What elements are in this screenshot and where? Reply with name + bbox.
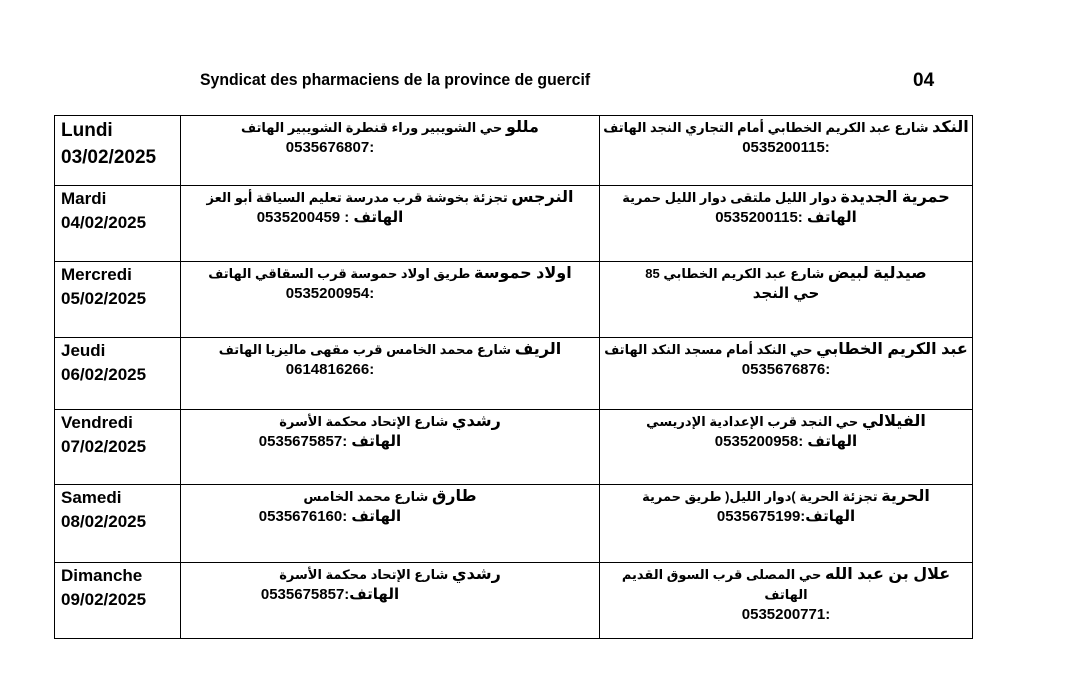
day-date: 04/02/2025 [61,213,147,232]
pharmacy-phone: 0535200958: الهاتف [714,433,858,450]
pharmacy-address: حي المصلى قرب السوق القديم الهاتف [621,567,822,602]
pharmacy-address: تجزئة الحرية )دوار الليل( طريق حمرية [642,489,878,504]
pharmacy-cell [600,262,973,338]
day-date: 07/02/2025 [61,437,147,456]
pharmacy-name: رشدي [451,413,501,430]
pharmacy-cell [181,338,600,410]
pharmacy-cell [600,410,973,485]
day-name: Mardi [61,189,107,208]
day-cell [55,262,181,338]
day-name: Mercredi [61,265,132,284]
pharmacy-address: دوار الليل ملتقى دوار الليل حمرية [622,190,837,205]
pharmacy-phone: 0535200459 : الهاتف [256,209,404,226]
pharmacy-address: طريق اولاد حموسة قرب السقاقي الهاتف [208,266,471,281]
pharmacy-phone: 0535676160: الهاتف [258,508,402,525]
table-row [55,410,973,485]
pharmacy-name: طارق [431,488,477,505]
day-name: Dimanche [61,566,143,585]
table-row [55,563,973,639]
pharmacy-name: رشدي [451,566,501,583]
pharmacy-cell [181,410,600,485]
pharmacy-cell [181,116,600,186]
page-title: Syndicat des pharmaciens de la province de guercif [200,70,591,89]
day-date: 09/02/2025 [61,590,147,609]
table-row [55,262,973,338]
pharmacy-name: النرجس [511,189,574,206]
pharmacy-name: الحرية [881,488,930,505]
pharmacy-duty-table [54,115,973,639]
pharmacy-phone: 0535200115: [742,139,830,156]
pharmacy-phone: 0535200954: [285,285,375,302]
pharmacy-address: شارع الإتحاد محكمة الأسرة [279,414,449,429]
day-cell [55,186,181,262]
day-name: Jeudi [61,341,106,360]
day-cell [55,563,181,639]
pharmacy-name: اولاد حموسة [473,265,572,282]
day-cell [55,338,181,410]
pharmacy-address: تجزئة بخوشة قرب مدرسة تعليم السياقة أبو العز [206,190,508,205]
pharmacy-cell [181,262,600,338]
pharmacy-phone: حي النجد [752,285,820,302]
pharmacy-phone: 0535200115: الهاتف [715,209,857,226]
day-name: Samedi [61,488,122,507]
pharmacy-phone: 0614816266: [285,361,375,378]
day-name: Lundi [61,120,113,141]
day-cell [55,116,181,186]
pharmacy-phone: 0535676807: [285,139,375,156]
day-name: Vendredi [61,413,133,432]
pharmacy-phone: 0535675199:الهاتف [716,508,856,525]
pharmacy-address: شارع الإتحاد محكمة الأسرة [279,567,449,582]
pharmacy-phone: 0535676876: [741,361,831,378]
table-row [55,186,973,262]
pharmacy-name: حمرية الجديدة [840,189,950,206]
pharmacy-name: النكد [932,119,969,136]
table-row [55,338,973,410]
pharmacy-cell [600,485,973,563]
pharmacy-name: عبد الكريم الخطابي [816,341,968,358]
day-cell [55,410,181,485]
pharmacy-name: علال بن عبد الله [825,566,951,583]
pharmacy-address: شارع محمد الخامس [303,489,429,504]
pharmacy-phone: 0535200771: [741,606,831,623]
pharmacy-address: حي الشويبير وراء قنطرة الشويبير الهاتف [241,120,503,135]
pharmacy-address: حي النجد قرب الإعدادية الإدريسي [646,414,859,429]
day-date: 05/02/2025 [61,289,147,308]
pharmacy-phone: 0535675857: الهاتف [258,433,402,450]
pharmacy-phone: 0535675857:الهاتف [260,586,400,603]
page-number: 04 [913,70,935,91]
table-row [55,485,973,563]
pharmacy-address: حي النكد أمام مسجد النكد الهاتف [604,342,813,357]
day-cell [55,485,181,563]
pharmacy-name: مللو [505,119,539,136]
pharmacy-cell [600,116,973,186]
pharmacy-cell [181,186,600,262]
day-date: 06/02/2025 [61,365,147,384]
day-date: 08/02/2025 [61,512,147,531]
pharmacy-cell [600,563,973,639]
pharmacy-cell [181,485,600,563]
day-date: 03/02/2025 [61,147,157,168]
pharmacy-name: الفيلالي [861,413,926,430]
pharmacy-address: شارع عبد الكريم الخطابي أمام التجاري النجد الهاتف [603,120,929,135]
table-row [55,116,973,186]
pharmacy-address: شارع محمد الخامس قرب مقهى ماليزيا الهاتف [218,342,512,357]
pharmacy-name: صيدلية لبيض [827,265,927,282]
pharmacy-cell [600,186,973,262]
pharmacy-address: شارع عبد الكريم الخطابي 85 [645,266,825,281]
pharmacy-cell [600,338,973,410]
pharmacy-name: الريف [514,341,562,358]
pharmacy-cell [181,563,600,639]
